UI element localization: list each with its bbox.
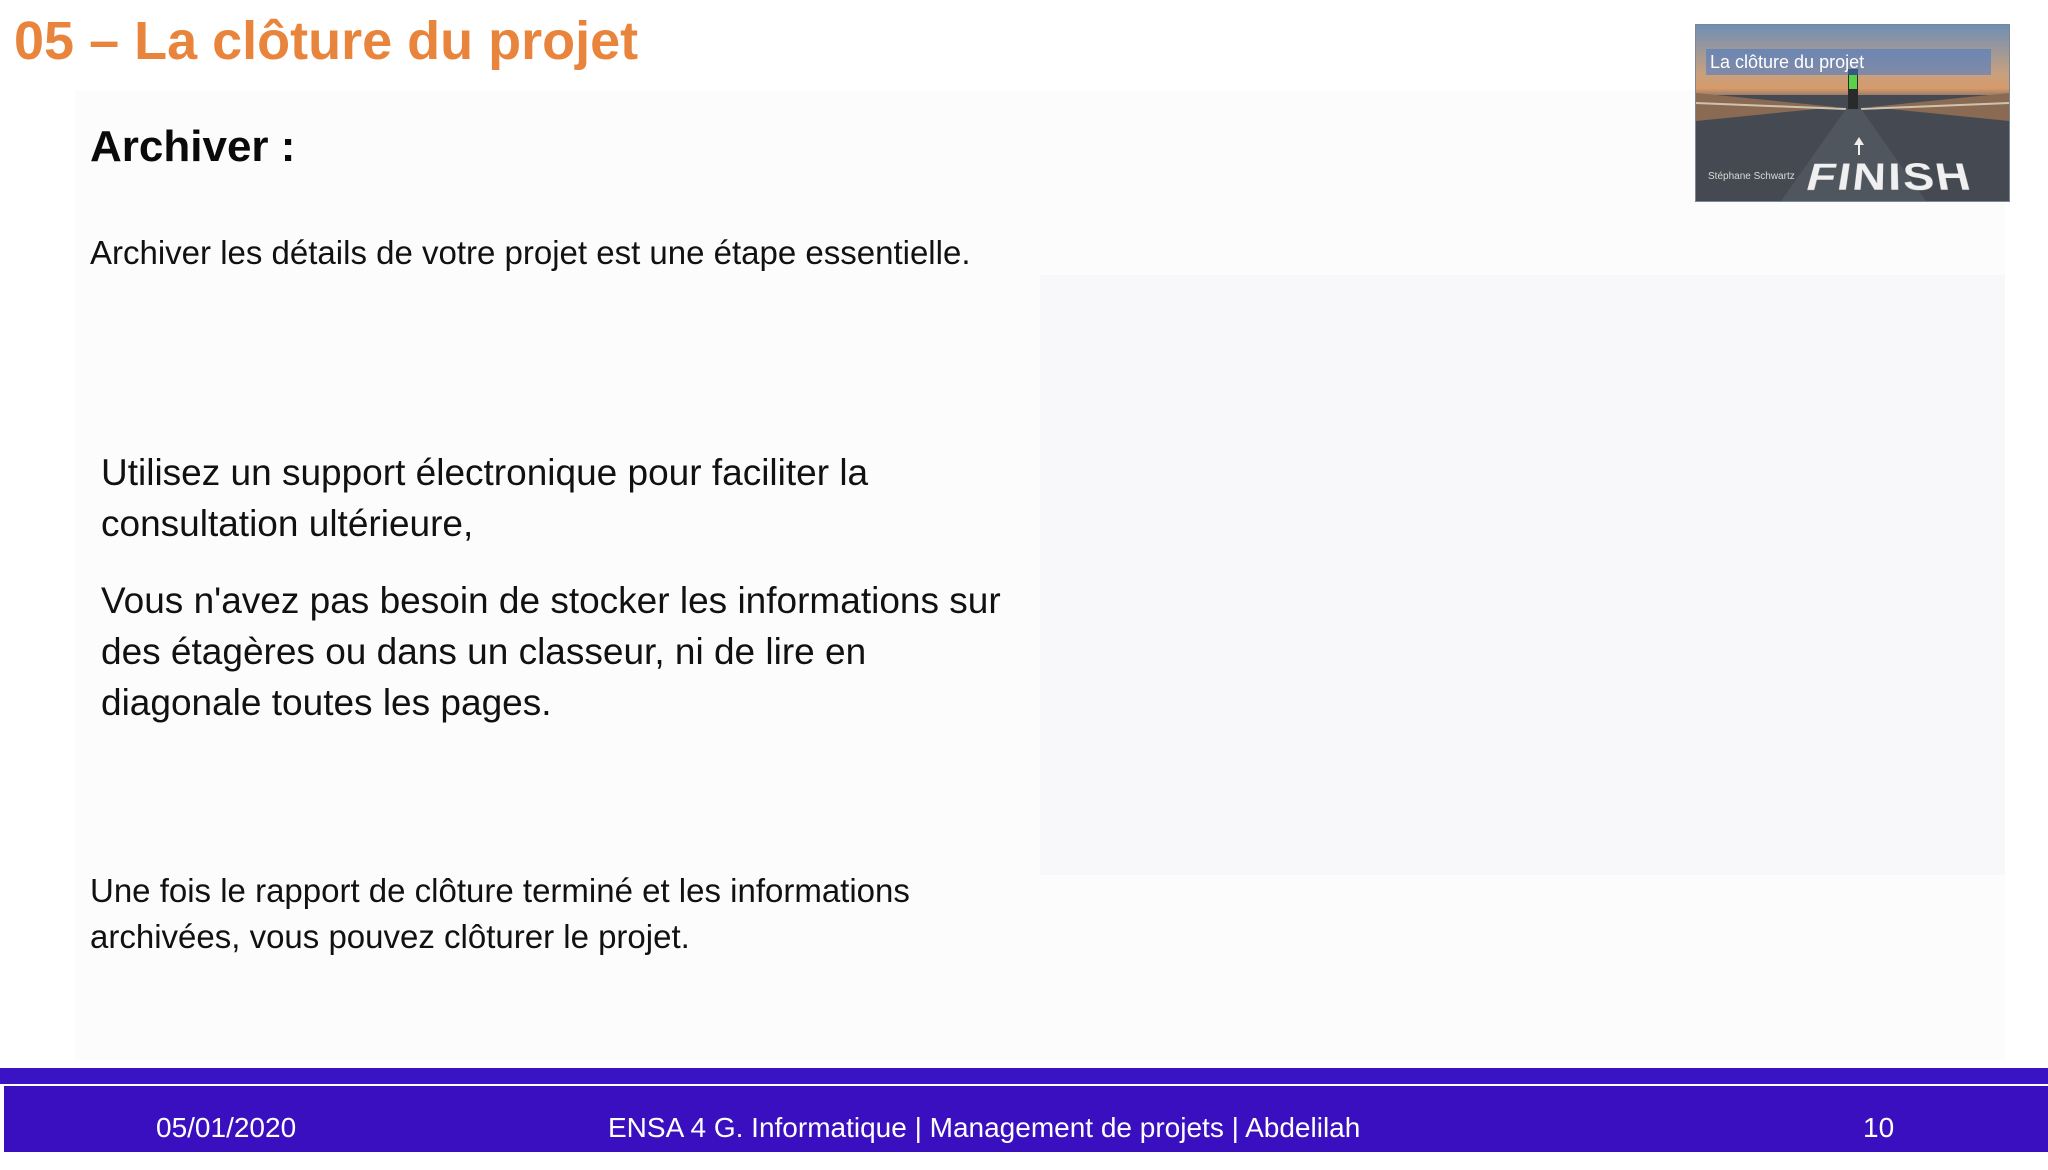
- footer-date: 05/01/2020: [156, 1112, 297, 1143]
- closing-text: Une fois le rapport de clôture terminé et les informations archivées, vous pouvez clôturer le projet.: [90, 872, 910, 955]
- slide-title: 05 – La clôture du projet: [14, 11, 639, 71]
- thumbnail-caption: La clôture du projet: [1706, 49, 1991, 75]
- bullet-list: [101, 447, 1021, 754]
- bullet-item: Utilisez un support électronique pour faciliter la consultation ultérieure,: [101, 452, 869, 544]
- thumbnail-road-text: FINISH: [1801, 156, 1978, 200]
- footer-bar: [4, 1086, 2048, 1152]
- section-heading: Archiver :: [90, 122, 296, 171]
- watermark-area: [1040, 275, 2005, 875]
- footer-page-number: 10: [1863, 1112, 1895, 1143]
- thumbnail-image: [1695, 24, 2010, 202]
- footer-course-info: ENSA 4 G. Informatique | Management de projets | Abdelilah: [608, 1112, 1361, 1143]
- bullet-item: Vous n'avez pas besoin de stocker les informations sur des étagères ou dans un classeur, ni de lire en diagonale toutes les pages.: [101, 580, 1001, 723]
- thumbnail-credit: Stéphane Schwartz: [1708, 171, 1795, 182]
- intro-text: Archiver les détails de votre projet est une étape essentielle.: [90, 234, 971, 271]
- footer-divider: [0, 1068, 2048, 1084]
